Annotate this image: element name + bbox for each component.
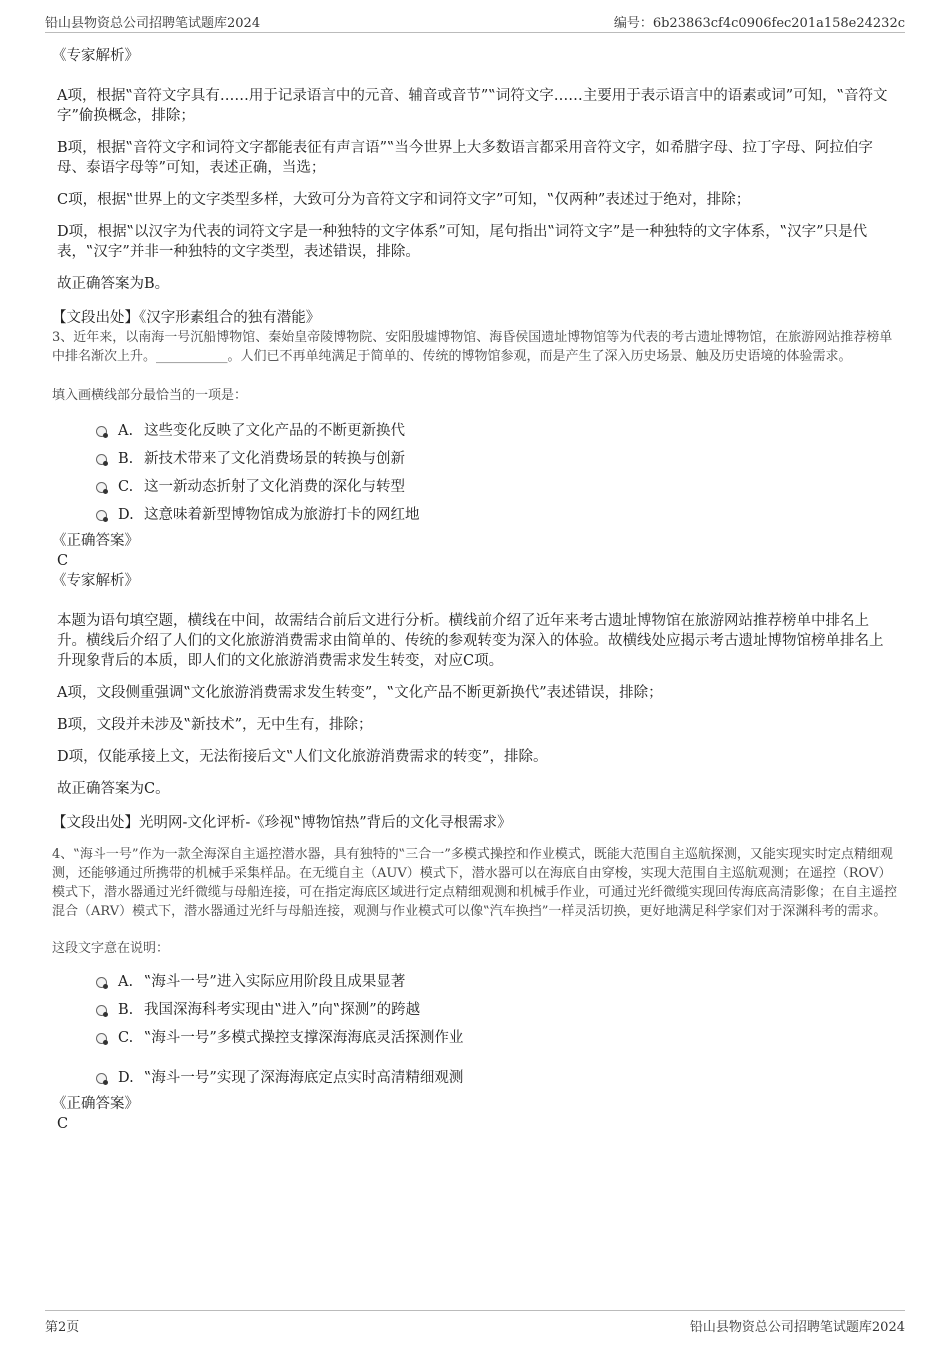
answer-title: 《正确答案》 xyxy=(52,1096,139,1112)
page-header xyxy=(45,10,905,33)
radio-icon[interactable] xyxy=(96,426,107,437)
page-footer xyxy=(45,1310,905,1337)
radio-icon[interactable] xyxy=(96,482,107,493)
radio-icon[interactable] xyxy=(96,454,107,465)
question-prompt: 这段文字意在说明： xyxy=(52,941,170,956)
option-b[interactable]: B. 我国深海科考实现由‟进入”向‟探测”的跨越 xyxy=(52,1000,897,1020)
source-citation: 【文段出处】《汉字形素组合的独有潜能》 xyxy=(52,310,321,326)
analysis-title: 《专家解析》 xyxy=(52,48,139,64)
radio-icon[interactable] xyxy=(96,1005,107,1016)
page-content xyxy=(52,40,897,1134)
option-list xyxy=(52,972,897,1088)
footer-title: 铅山县物资总公司招聘笔试题库2024 xyxy=(689,1320,905,1335)
option-a[interactable]: A. ‟海斗一号”进入实际应用阶段且成果显著 xyxy=(52,972,897,992)
option-c[interactable]: C. 这一新动态折射了文化消费的深化与转型 xyxy=(52,477,897,497)
analysis-paragraph: C项，根据‟世界上的文字类型多样，大致可分为音符文字和词符文字”可知，‟仅两种”表述过于绝对，排除； xyxy=(57,192,751,208)
option-c[interactable]: C. ‟海斗一号”多模式操控支撑深海海底灵活探测作业 xyxy=(52,1028,897,1048)
analysis-conclusion: 故正确答案为B。 xyxy=(57,276,170,292)
radio-icon[interactable] xyxy=(96,1073,107,1084)
radio-icon[interactable] xyxy=(96,510,107,521)
analysis-paragraph: D项，仅能承接上文，无法衔接后文‟人们文化旅游消费需求的转变”，排除。 xyxy=(57,749,548,765)
radio-icon[interactable] xyxy=(96,977,107,988)
analysis-paragraph: A项，根据‟音符文字具有……用于记录语言中的元音、辅音或音节”‟词符文字……主要用于表示语言中的语素或词”可知，‟音符文字”偷换概念，排除； xyxy=(57,88,888,124)
option-d[interactable]: D. ‟海斗一号”实现了深海海底定点实时高清精细观测 xyxy=(52,1068,897,1088)
analysis-paragraph: B项，根据‟音符文字和词符文字都能表征有声言语”‟当今世界上大多数语言都采用音符文字，如希腊字母、拉丁字母、阿拉伯字母、泰语字母等”可知，表述正确，当选； xyxy=(57,140,873,176)
option-d[interactable]: D. 这意味着新型博物馆成为旅游打卡的网红地 xyxy=(52,505,897,525)
source-citation: 【文段出处】光明网-文化评析-《珍视‟博物馆热”背后的文化寻根需求》 xyxy=(52,815,512,831)
question-prompt: 填入画横线部分最恰当的一项是： xyxy=(52,388,248,403)
question-stem: 3、近年来，以南海一号沉船博物馆、秦始皇帝陵博物院、安阳殷墟博物馆、海昏侯国遗址博物馆等为代表的考古遗址博物馆，在旅游网站推荐榜单中排名渐次上升。___________。人们已不再单纯满足于简单的、传统的博物馆参观，而是产生了深入历史场景、触及历史语境的体验需求。 xyxy=(52,330,893,364)
analysis-conclusion: 故正确答案为C。 xyxy=(57,781,170,797)
page-number: 第2页 xyxy=(45,1320,80,1335)
analysis-paragraph: B项，文段并未涉及‟新技术”，无中生有，排除； xyxy=(57,717,373,733)
answer-value: C xyxy=(57,1116,69,1132)
radio-icon[interactable] xyxy=(96,1033,107,1044)
analysis-paragraph: 本题为语句填空题，横线在中间，故需结合前后文进行分析。横线前介绍了近年来考古遗址博物馆在旅游网站推荐榜单中排名上升。横线后介绍了人们的文化旅游消费需求由简单的、传统的参观转变为深入的体验。故横线处应揭示考古遗址博物馆榜单排名上升现象背后的本质，即人们的文化旅游消费需求发生转变，对应C项。 xyxy=(57,613,884,669)
header-doc-id: 编号：6b23863cf4c0906fec201a158e24232c xyxy=(613,16,905,31)
answer-value: C xyxy=(57,553,69,569)
analysis-paragraph: D项，根据‟以汉字为代表的词符文字是一种独特的文字体系”可知，尾句指出‟词符文字”是一种独特的文字体系，‟汉字”只是代表，‟汉字”并非一种独特的文字类型，表述错误，排除。 xyxy=(57,224,868,260)
header-title: 铅山县物资总公司招聘笔试题库2024 xyxy=(45,16,261,31)
question-stem: 4、‟海斗一号”作为一款全海深自主遥控潜水器，具有独特的‟三合一”多模式操控和作业模式，既能大范围自主巡航探测，又能实现实时定点精细观测，还能够通过所携带的机械手采集样品。在无缆自主（AUV）模式下，潜水器可以在海底自由穿梭，实现大范围自主巡航观测；在遥控（ROV）模式下，潜水器通过光纤微缆与母船连接，可在指定海底区域进行定点精细观测和机械手作业，可通过光纤微缆实现回传海底高清影像；在自主遥控混合（ARV）模式下，潜水器通过光纤与母船连接，观测与作业模式可以像‟汽车换挡”一样灵活切换，更好地满足科学家们对于深渊科考的需求。 xyxy=(52,847,898,919)
analysis-paragraph: A项，文段侧重强调‟文化旅游消费需求发生转变”，‟文化产品不断更新换代”表述错误，排除； xyxy=(57,685,663,701)
analysis-title: 《专家解析》 xyxy=(52,573,139,589)
option-b[interactable]: B. 新技术带来了文化消费场景的转换与创新 xyxy=(52,449,897,469)
answer-title: 《正确答案》 xyxy=(52,533,139,549)
option-list xyxy=(52,421,897,525)
option-a[interactable]: A. 这些变化反映了文化产品的不断更新换代 xyxy=(52,421,897,441)
